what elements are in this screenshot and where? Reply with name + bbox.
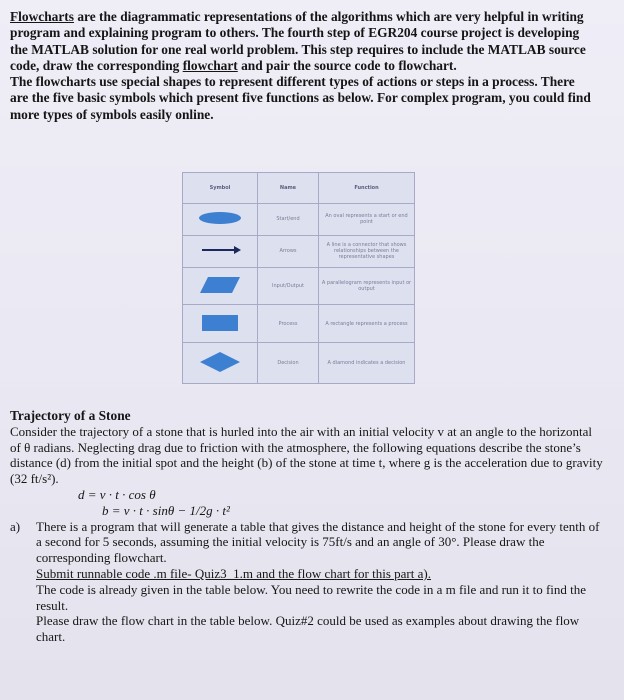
intro-paragraph-1 — [10, 9, 594, 74]
row-name: Decision — [258, 343, 319, 384]
intro-text-b: and pair the source code to flowchart. — [237, 57, 457, 73]
row-name: Arrows — [258, 235, 319, 267]
trajectory-paragraph: Consider the trajectory of a stone that is hurled into the air with an initial velocity v at an angle to the horizontal of θ radians. Neglecting drag due to friction with the atmosphere, the following equations describe the stone’s distance (d) from the initial spot and the height (b) of the stone at time t, where g is the acceleration due to gravity (32 ft/s²). — [10, 423, 603, 487]
row-function: A diamond indicates a decision — [319, 343, 415, 384]
parallelogram-icon — [196, 275, 244, 295]
equation-distance: d = v · t · cos θ — [78, 486, 156, 502]
arrow-icon — [196, 243, 244, 257]
flowchart-word: flowchart — [182, 57, 238, 73]
rectangle-symbol — [183, 305, 258, 343]
row-function: A parallelogram represents input or output — [319, 267, 415, 305]
row-function: A rectangle represents a process — [319, 305, 415, 343]
part-a-note-1: The code is already given in the table below. You need to rewrite the code in a m file and run it to find the result. — [36, 581, 587, 613]
part-a-note-2: Please draw the flow chart in the table below. Quiz#2 could be used as examples about drawing the flow chart. — [36, 613, 580, 645]
intro-text-a: are the diagrammatic representations of the algorithms which are very helpful in writing program and explaining program to others. The fourth step of EGR204 course project is developing the MATLAB solution for one real world problem. This step requires to include the MATLAB source code, draw the corresponding — [10, 9, 586, 73]
flowcharts-lead: Flowcharts — [10, 9, 74, 24]
row-name: Input/Output — [258, 267, 319, 305]
oval-icon — [196, 210, 244, 226]
header-name: Name — [258, 173, 319, 204]
header-function: Function — [319, 173, 415, 204]
section-title: Trajectory of a Stone — [10, 408, 131, 423]
arrow-symbol — [183, 235, 258, 267]
oval-symbol — [183, 204, 258, 236]
rectangle-icon — [196, 313, 244, 333]
row-name: Start/end — [258, 204, 319, 236]
symbol-table — [182, 172, 415, 384]
table-row — [183, 305, 415, 343]
diamond-symbol — [183, 343, 258, 384]
row-name: Process — [258, 305, 319, 343]
equation-height: b = v · t · sinθ − 1/2g · t² — [102, 502, 230, 518]
row-function: A line is a connector that shows relationships between the representative shapes — [319, 235, 415, 267]
diamond-icon — [196, 351, 244, 373]
part-a-submit: Submit runnable code .m file- Quiz3_1.m and the flow chart for this part a). — [36, 565, 431, 581]
table-row — [183, 204, 415, 236]
table-row — [183, 267, 415, 305]
part-a-text: There is a program that will generate a table that gives the distance and height of the stone for every tenth of a second for 5 seconds, assuming the initial velocity is 75ft/s and an angle of 30°. Please draw the corresponding flowchart. — [36, 518, 600, 566]
part-a-label: a) — [10, 518, 21, 534]
part-a-body — [36, 519, 604, 645]
intro-section — [10, 9, 594, 123]
trajectory-section — [10, 408, 604, 645]
part-a — [10, 519, 604, 645]
parallelogram-symbol — [183, 267, 258, 305]
intro-paragraph-2: The flowcharts use special shapes to represent different types of actions or steps in a process. There are the five basic symbols which present five functions as below. For complex program, you could find more types of symbols easily online. — [10, 74, 591, 122]
header-symbol: Symbol — [183, 173, 258, 204]
table-row — [183, 235, 415, 267]
table-row — [183, 343, 415, 384]
row-function: An oval represents a start or end point — [319, 204, 415, 236]
